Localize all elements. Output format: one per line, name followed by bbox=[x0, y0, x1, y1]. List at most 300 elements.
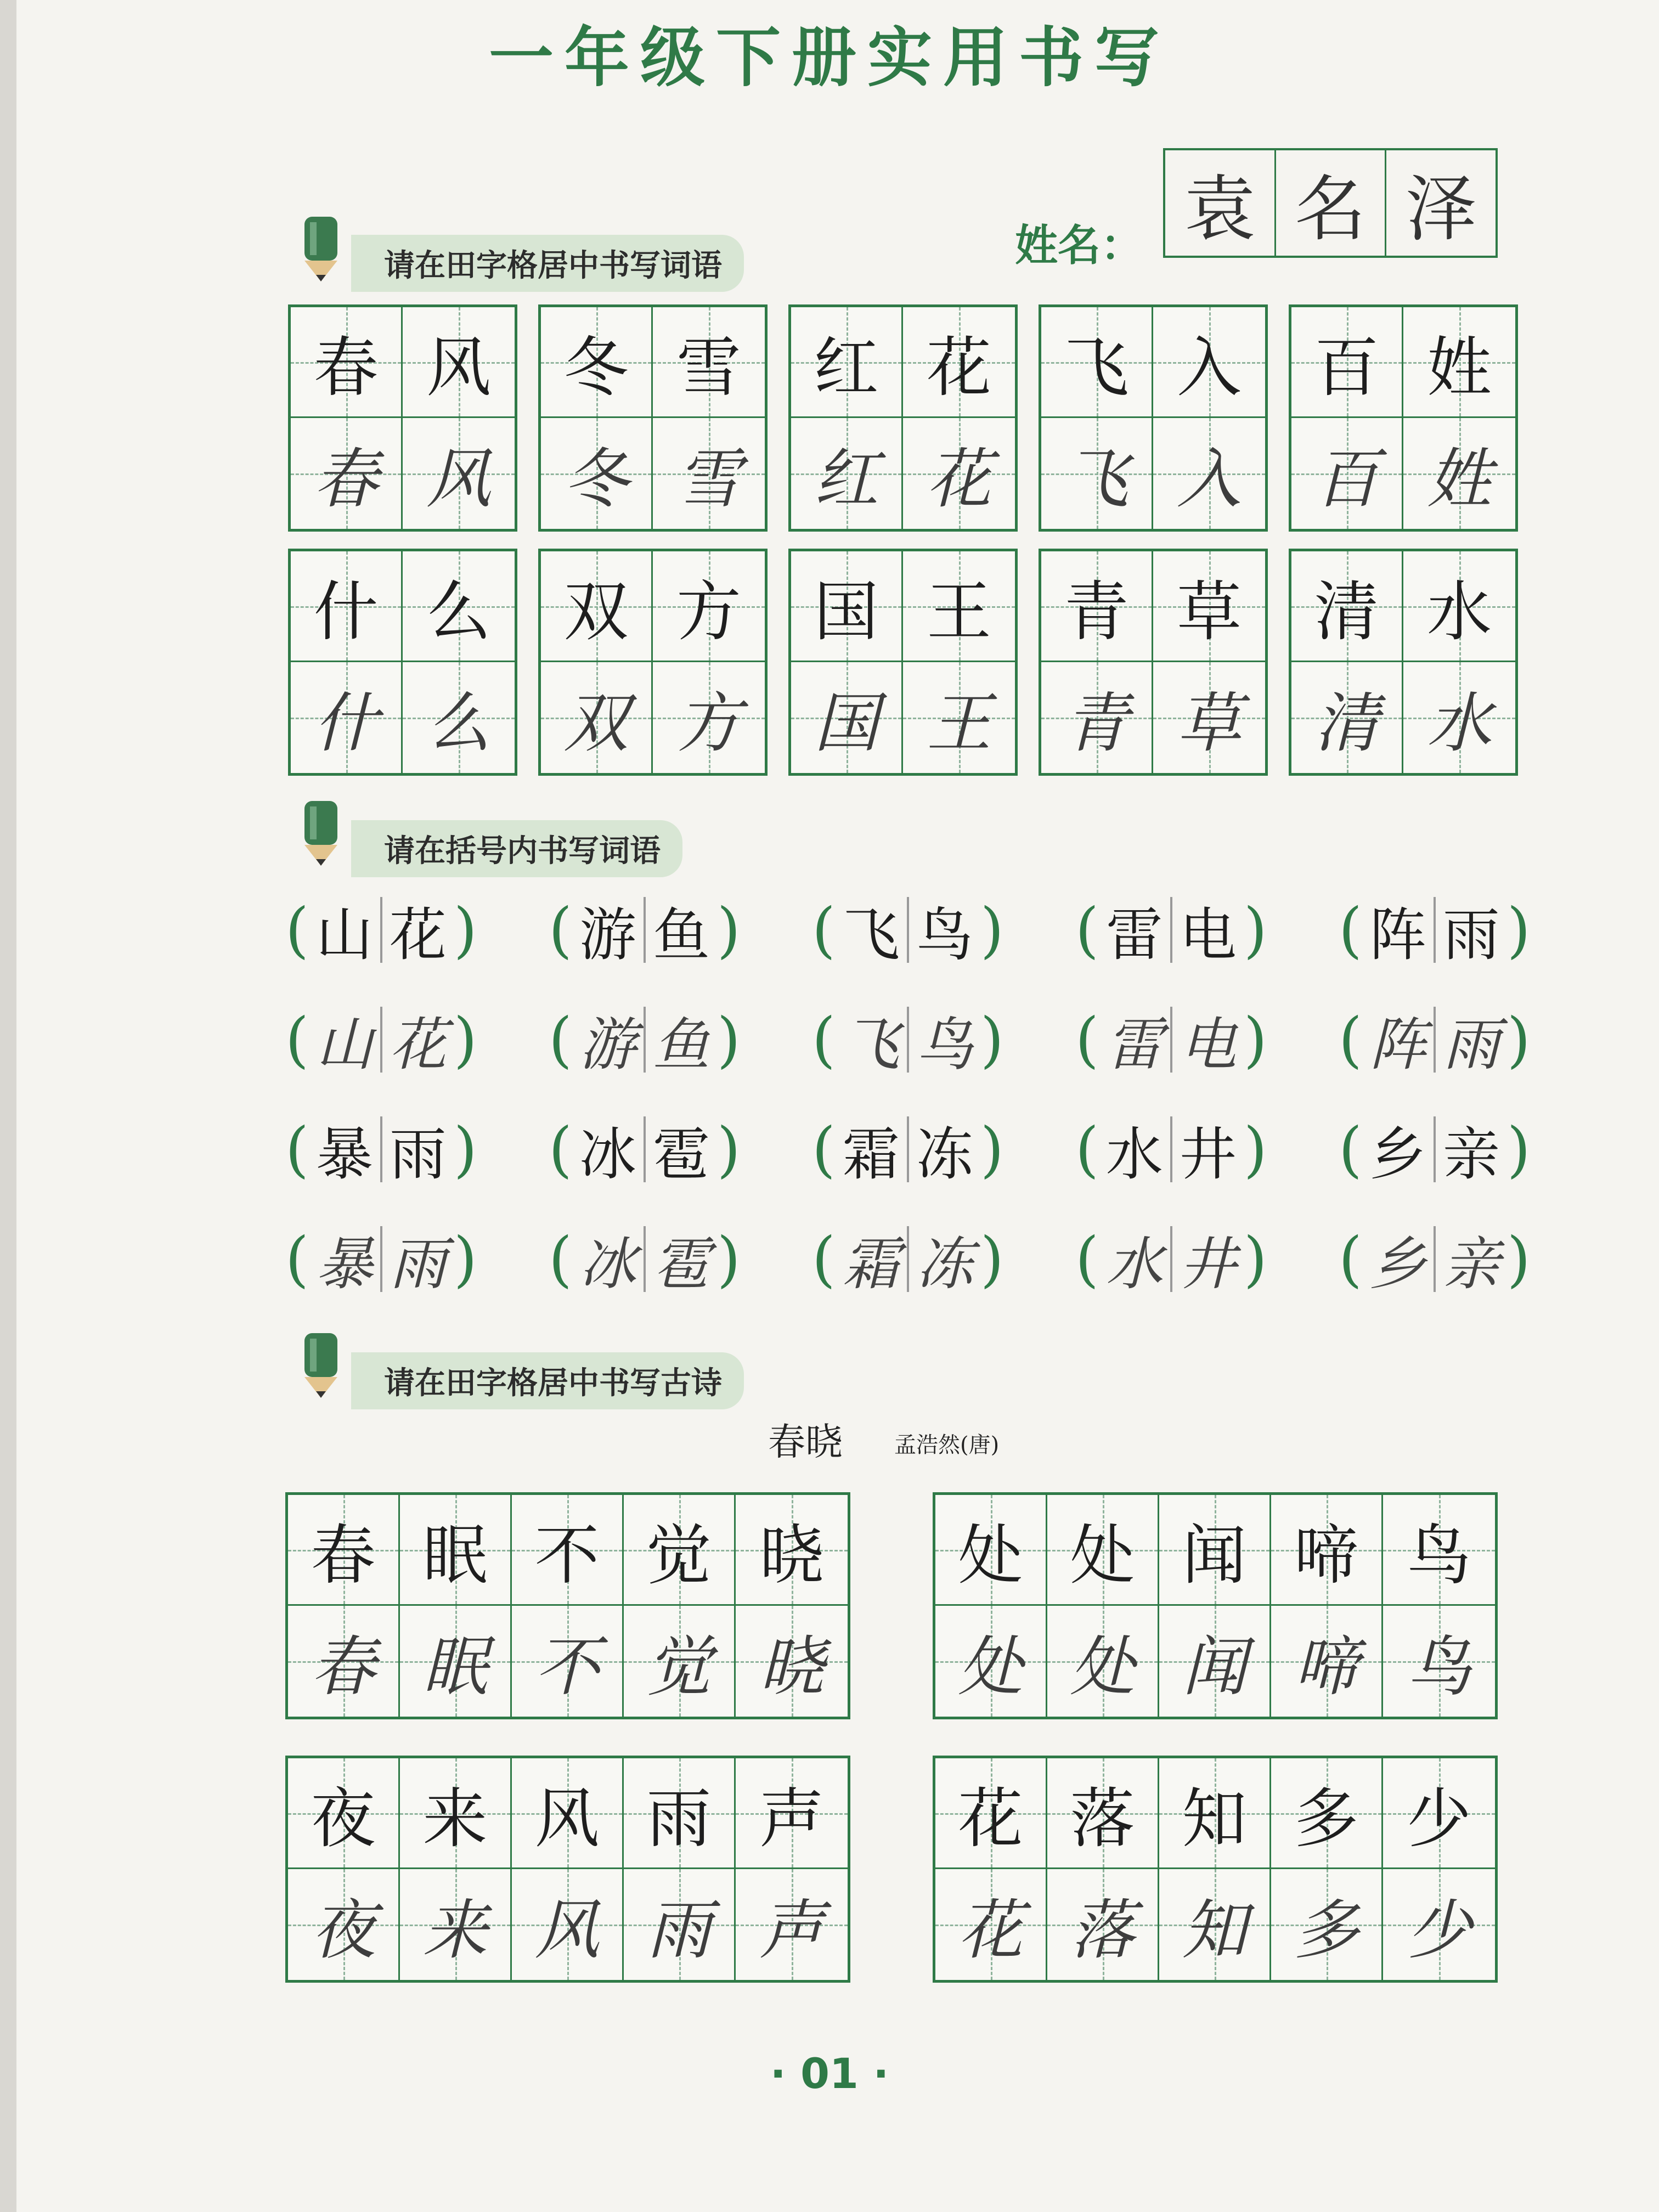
handwritten-word bbox=[285, 998, 510, 1081]
open-paren: ( bbox=[1075, 1005, 1099, 1075]
printed-character bbox=[935, 1758, 1047, 1869]
printed-character bbox=[291, 307, 403, 418]
character-text: 入 bbox=[1176, 441, 1242, 517]
printed-character bbox=[403, 551, 515, 662]
word-box bbox=[1039, 549, 1268, 776]
grid-column bbox=[736, 1758, 848, 1980]
word-box bbox=[288, 304, 517, 532]
pencil-icon bbox=[296, 795, 346, 867]
printed-character bbox=[1041, 551, 1153, 662]
character-text: 什 bbox=[313, 573, 379, 650]
character-text: 啼 bbox=[1294, 1517, 1359, 1593]
word-char: 雨 bbox=[1442, 1011, 1500, 1078]
grid-column bbox=[541, 307, 653, 529]
printed-character bbox=[288, 1495, 400, 1606]
character-text: 觉 bbox=[646, 1629, 712, 1705]
word-char: 山 bbox=[315, 901, 373, 968]
section-header-words bbox=[351, 235, 744, 292]
word-char: 霜 bbox=[842, 1121, 900, 1188]
word-char: 乡 bbox=[1369, 1121, 1426, 1188]
character-text: 水 bbox=[1426, 685, 1492, 761]
character-text: 么 bbox=[426, 685, 491, 761]
open-paren: ( bbox=[285, 1224, 309, 1294]
open-paren: ( bbox=[1339, 1114, 1362, 1184]
printed-character bbox=[1291, 551, 1403, 662]
printed-character bbox=[903, 551, 1015, 662]
character-text: 百 bbox=[1314, 441, 1379, 517]
open-paren: ( bbox=[285, 1005, 309, 1075]
printed-character bbox=[541, 307, 653, 418]
close-paren: ) bbox=[716, 1005, 741, 1075]
section-header-parentheses bbox=[351, 820, 682, 877]
character-text: 眠 bbox=[422, 1517, 488, 1593]
printed-character bbox=[512, 1495, 624, 1606]
character-text: 红 bbox=[814, 329, 879, 405]
character-text: 知 bbox=[1182, 1892, 1247, 1968]
word-char: 山 bbox=[315, 1011, 373, 1078]
printed-word bbox=[1075, 1108, 1300, 1190]
handwritten-character bbox=[903, 662, 1015, 773]
word-grid-row-1 bbox=[288, 304, 1518, 532]
close-paren: ) bbox=[980, 1005, 1004, 1075]
grid-column bbox=[288, 1758, 400, 1980]
character-text: 冬 bbox=[563, 329, 629, 405]
printed-word bbox=[549, 889, 774, 971]
printed-word bbox=[285, 1108, 510, 1190]
character-text: 落 bbox=[1070, 1892, 1135, 1968]
parentheses-row-2 bbox=[285, 1108, 1564, 1190]
printed-character bbox=[935, 1495, 1047, 1606]
character-text: 来 bbox=[422, 1780, 488, 1857]
close-paren: ) bbox=[716, 895, 741, 965]
grid-column bbox=[624, 1495, 736, 1717]
character-text: 国 bbox=[814, 685, 879, 761]
grid-column bbox=[291, 551, 403, 773]
name-char-1: 袁 bbox=[1165, 150, 1276, 256]
open-paren: ( bbox=[285, 1114, 309, 1184]
parentheses-row-2-handwritten bbox=[285, 1218, 1564, 1300]
word-char: 雹 bbox=[652, 1231, 710, 1297]
grid-column bbox=[736, 1495, 848, 1717]
close-paren: ) bbox=[1506, 895, 1531, 965]
character-text: 百 bbox=[1314, 329, 1379, 405]
word-box bbox=[1289, 549, 1518, 776]
character-text: 春 bbox=[313, 441, 379, 517]
handwritten-word bbox=[285, 1218, 510, 1300]
word-char: 霜 bbox=[842, 1231, 900, 1297]
word-char: 花 bbox=[389, 901, 447, 968]
word-char: 雷 bbox=[1105, 901, 1163, 968]
character-text: 闻 bbox=[1182, 1517, 1247, 1593]
handwritten-character bbox=[1159, 1606, 1271, 1717]
handwritten-character bbox=[791, 418, 903, 529]
character-text: 落 bbox=[1070, 1780, 1135, 1857]
handwritten-character bbox=[1271, 1606, 1383, 1717]
printed-character bbox=[653, 307, 765, 418]
printed-word bbox=[285, 889, 510, 971]
handwritten-character bbox=[935, 1606, 1047, 1717]
printed-character bbox=[736, 1495, 848, 1606]
handwritten-character bbox=[736, 1606, 848, 1717]
grid-column bbox=[903, 551, 1015, 773]
character-text: 鸟 bbox=[1406, 1517, 1471, 1593]
open-paren: ( bbox=[812, 1005, 836, 1075]
open-paren: ( bbox=[549, 895, 572, 965]
handwritten-character bbox=[935, 1869, 1047, 1980]
handwritten-character bbox=[1383, 1869, 1495, 1980]
handwritten-character bbox=[903, 418, 1015, 529]
word-char: 雹 bbox=[652, 1121, 710, 1188]
name-box bbox=[1163, 148, 1498, 258]
poem-title: 春晓 bbox=[768, 1421, 843, 1464]
poem-author: 孟浩然(唐) bbox=[894, 1432, 1000, 1458]
character-text: 红 bbox=[814, 441, 879, 517]
character-text: 水 bbox=[1426, 573, 1492, 650]
grid-column bbox=[1403, 551, 1515, 773]
printed-word bbox=[549, 1108, 774, 1190]
printed-character bbox=[1403, 307, 1515, 418]
handwritten-character bbox=[403, 418, 515, 529]
word-char: 暴 bbox=[315, 1231, 373, 1297]
character-text: 夜 bbox=[311, 1780, 376, 1857]
handwritten-character bbox=[624, 1606, 736, 1717]
word-char: 井 bbox=[1179, 1231, 1237, 1297]
handwritten-word bbox=[812, 998, 1037, 1081]
character-text: 雪 bbox=[676, 441, 741, 517]
character-text: 花 bbox=[958, 1780, 1023, 1857]
character-text: 草 bbox=[1176, 685, 1242, 761]
handwritten-character bbox=[541, 418, 653, 529]
grid-column bbox=[403, 551, 515, 773]
character-text: 闻 bbox=[1182, 1629, 1247, 1705]
word-box bbox=[1289, 304, 1518, 532]
character-text: 姓 bbox=[1426, 441, 1492, 517]
printed-character bbox=[288, 1758, 400, 1869]
handwritten-character bbox=[1041, 662, 1153, 773]
grid-column bbox=[1041, 307, 1153, 529]
character-text: 夜 bbox=[311, 1892, 376, 1968]
word-char: 乡 bbox=[1369, 1231, 1426, 1297]
character-text: 青 bbox=[1064, 685, 1129, 761]
poem-line-3 bbox=[285, 1756, 850, 1983]
name-label: 姓名： bbox=[1015, 221, 1144, 270]
open-paren: ( bbox=[1339, 895, 1362, 965]
word-char: 飞 bbox=[842, 1011, 900, 1078]
handwritten-character bbox=[512, 1606, 624, 1717]
word-char: 游 bbox=[579, 901, 636, 968]
printed-character bbox=[791, 551, 903, 662]
grid-column bbox=[403, 307, 515, 529]
close-paren: ) bbox=[1506, 1224, 1531, 1294]
character-text: 风 bbox=[534, 1892, 600, 1968]
grid-column bbox=[288, 1495, 400, 1717]
close-paren: ) bbox=[1243, 1114, 1267, 1184]
character-text: 花 bbox=[926, 329, 991, 405]
character-text: 清 bbox=[1314, 573, 1379, 650]
grid-column bbox=[512, 1758, 624, 1980]
close-paren: ) bbox=[1506, 1114, 1531, 1184]
printed-character bbox=[1271, 1495, 1383, 1606]
handwritten-character bbox=[791, 662, 903, 773]
open-paren: ( bbox=[549, 1005, 572, 1075]
grid-column bbox=[935, 1758, 1047, 1980]
character-text: 多 bbox=[1294, 1780, 1359, 1857]
character-text: 处 bbox=[958, 1517, 1023, 1593]
word-box bbox=[788, 304, 1018, 532]
handwritten-word bbox=[1075, 998, 1300, 1081]
printed-character bbox=[1047, 1495, 1159, 1606]
section-label: 请在括号内书写词语 bbox=[351, 820, 682, 877]
handwritten-character bbox=[1041, 418, 1153, 529]
handwritten-character bbox=[288, 1606, 400, 1717]
character-text: 风 bbox=[426, 441, 491, 517]
close-paren: ) bbox=[980, 895, 1004, 965]
parentheses-row-1-handwritten bbox=[285, 998, 1564, 1081]
handwritten-character bbox=[653, 662, 765, 773]
character-text: 花 bbox=[926, 441, 991, 517]
character-text: 不 bbox=[534, 1517, 600, 1593]
printed-character bbox=[1159, 1495, 1271, 1606]
handwritten-character bbox=[624, 1869, 736, 1980]
grid-column bbox=[1159, 1495, 1271, 1717]
grid-column bbox=[1041, 551, 1153, 773]
word-char: 冻 bbox=[916, 1121, 973, 1188]
grid-column bbox=[512, 1495, 624, 1717]
grid-column bbox=[1383, 1758, 1495, 1980]
word-char: 水 bbox=[1105, 1231, 1163, 1297]
word-char: 亲 bbox=[1442, 1231, 1500, 1297]
grid-column bbox=[935, 1495, 1047, 1717]
printed-character bbox=[1271, 1758, 1383, 1869]
handwritten-word bbox=[549, 1218, 774, 1300]
character-text: 声 bbox=[759, 1892, 824, 1968]
close-paren: ) bbox=[1243, 1005, 1267, 1075]
poem-line-4 bbox=[933, 1756, 1498, 1983]
grid-column bbox=[791, 307, 903, 529]
open-paren: ( bbox=[812, 1114, 836, 1184]
character-text: 王 bbox=[926, 685, 991, 761]
character-text: 青 bbox=[1064, 573, 1129, 650]
grid-column bbox=[1291, 551, 1403, 773]
pencil-icon bbox=[296, 1328, 346, 1399]
handwritten-word bbox=[549, 998, 774, 1081]
open-paren: ( bbox=[549, 1224, 572, 1294]
word-char: 阵 bbox=[1369, 901, 1426, 968]
character-text: 什 bbox=[313, 685, 379, 761]
word-char: 花 bbox=[389, 1011, 447, 1078]
word-char: 雨 bbox=[1442, 901, 1500, 968]
printed-character bbox=[1047, 1758, 1159, 1869]
section-header-poem bbox=[351, 1352, 744, 1409]
close-paren: ) bbox=[453, 1224, 477, 1294]
word-char: 冰 bbox=[579, 1231, 636, 1297]
word-grid-row-2 bbox=[288, 549, 1518, 776]
character-text: 入 bbox=[1176, 329, 1242, 405]
character-text: 处 bbox=[958, 1629, 1023, 1705]
handwritten-character bbox=[1159, 1869, 1271, 1980]
printed-character bbox=[291, 551, 403, 662]
word-char: 雨 bbox=[389, 1231, 447, 1297]
grid-column bbox=[1403, 307, 1515, 529]
grid-column bbox=[400, 1758, 512, 1980]
grid-column bbox=[400, 1495, 512, 1717]
character-text: 来 bbox=[422, 1892, 488, 1968]
handwritten-character bbox=[1153, 418, 1265, 529]
open-paren: ( bbox=[1075, 1224, 1099, 1294]
name-char-2: 名 bbox=[1276, 150, 1387, 256]
printed-character bbox=[624, 1758, 736, 1869]
grid-column bbox=[1153, 551, 1265, 773]
handwritten-character bbox=[736, 1869, 848, 1980]
close-paren: ) bbox=[980, 1114, 1004, 1184]
poem-grid bbox=[285, 1756, 850, 1983]
printed-character bbox=[624, 1495, 736, 1606]
character-text: 多 bbox=[1294, 1892, 1359, 1968]
close-paren: ) bbox=[980, 1224, 1004, 1294]
poem-line-1 bbox=[285, 1492, 850, 1719]
poem-grid bbox=[933, 1492, 1498, 1719]
handwritten-character bbox=[291, 662, 403, 773]
character-text: 春 bbox=[311, 1517, 376, 1593]
character-text: 国 bbox=[814, 573, 879, 650]
character-text: 晓 bbox=[759, 1629, 824, 1705]
grid-column bbox=[653, 551, 765, 773]
poem-grid bbox=[933, 1756, 1498, 1983]
word-char: 雨 bbox=[389, 1121, 447, 1188]
grid-column bbox=[541, 551, 653, 773]
character-text: 春 bbox=[311, 1629, 376, 1705]
open-paren: ( bbox=[1075, 1114, 1099, 1184]
section-label: 请在田字格居中书写词语 bbox=[351, 235, 744, 292]
grid-column bbox=[1271, 1758, 1383, 1980]
character-text: 不 bbox=[534, 1629, 600, 1705]
handwritten-character bbox=[1403, 418, 1515, 529]
character-text: 处 bbox=[1070, 1629, 1135, 1705]
printed-character bbox=[791, 307, 903, 418]
character-text: 啼 bbox=[1294, 1629, 1359, 1705]
character-text: 风 bbox=[426, 329, 491, 405]
word-char: 水 bbox=[1105, 1121, 1163, 1188]
grid-column bbox=[1291, 307, 1403, 529]
character-text: 风 bbox=[534, 1780, 600, 1857]
open-paren: ( bbox=[1339, 1005, 1362, 1075]
character-text: 春 bbox=[313, 329, 379, 405]
grid-column bbox=[1047, 1495, 1159, 1717]
printed-character bbox=[1403, 551, 1515, 662]
word-char: 鸟 bbox=[916, 901, 973, 968]
word-char: 电 bbox=[1179, 1011, 1237, 1078]
printed-character bbox=[1041, 307, 1153, 418]
word-char: 飞 bbox=[842, 901, 900, 968]
grid-column bbox=[624, 1758, 736, 1980]
character-text: 觉 bbox=[646, 1517, 712, 1593]
word-char: 电 bbox=[1179, 901, 1237, 968]
grid-column bbox=[653, 307, 765, 529]
grid-column bbox=[1383, 1495, 1495, 1717]
open-paren: ( bbox=[1075, 895, 1099, 965]
printed-character bbox=[403, 307, 515, 418]
open-paren: ( bbox=[812, 1224, 836, 1294]
printed-character bbox=[903, 307, 1015, 418]
handwritten-word bbox=[1339, 1218, 1564, 1300]
printed-word bbox=[812, 1108, 1037, 1190]
printed-character bbox=[400, 1495, 512, 1606]
printed-character bbox=[1153, 551, 1265, 662]
word-char: 井 bbox=[1179, 1121, 1237, 1188]
page-title: 一年级下册实用书写 bbox=[488, 20, 1170, 95]
grid-column bbox=[903, 307, 1015, 529]
character-text: 少 bbox=[1406, 1780, 1471, 1857]
pencil-icon bbox=[296, 211, 346, 283]
handwritten-character bbox=[400, 1869, 512, 1980]
grid-column bbox=[791, 551, 903, 773]
character-text: 双 bbox=[563, 685, 629, 761]
character-text: 雨 bbox=[646, 1892, 712, 1968]
word-char: 暴 bbox=[315, 1121, 373, 1188]
word-char: 鸟 bbox=[916, 1011, 973, 1078]
section-label: 请在田字格居中书写古诗 bbox=[351, 1352, 744, 1409]
word-char: 鱼 bbox=[652, 901, 710, 968]
printed-character bbox=[400, 1758, 512, 1869]
word-box bbox=[538, 304, 768, 532]
printed-character bbox=[1383, 1758, 1495, 1869]
handwritten-character bbox=[291, 418, 403, 529]
character-text: 雪 bbox=[676, 329, 741, 405]
word-char: 冻 bbox=[916, 1231, 973, 1297]
printed-character bbox=[653, 551, 765, 662]
handwritten-character bbox=[1291, 662, 1403, 773]
word-box bbox=[1039, 304, 1268, 532]
printed-character bbox=[1159, 1758, 1271, 1869]
printed-character bbox=[1383, 1495, 1495, 1606]
parentheses-row-1 bbox=[285, 889, 1564, 971]
name-char-3: 泽 bbox=[1405, 167, 1477, 251]
close-paren: ) bbox=[716, 1224, 741, 1294]
handwritten-character bbox=[1403, 662, 1515, 773]
page-number: · 01 · bbox=[770, 2049, 889, 2098]
open-paren: ( bbox=[549, 1114, 572, 1184]
handwritten-character bbox=[1047, 1869, 1159, 1980]
character-text: 眠 bbox=[422, 1629, 488, 1705]
character-text: 清 bbox=[1314, 685, 1379, 761]
close-paren: ) bbox=[453, 1005, 477, 1075]
word-box bbox=[288, 549, 517, 776]
handwritten-character bbox=[1291, 418, 1403, 529]
grid-column bbox=[291, 307, 403, 529]
handwritten-character bbox=[541, 662, 653, 773]
word-char: 游 bbox=[579, 1011, 636, 1078]
handwritten-character bbox=[403, 662, 515, 773]
character-text: 鸟 bbox=[1406, 1629, 1471, 1705]
close-paren: ) bbox=[453, 1114, 477, 1184]
open-paren: ( bbox=[285, 895, 309, 965]
printed-word bbox=[1339, 1108, 1564, 1190]
close-paren: ) bbox=[1243, 895, 1267, 965]
grid-column bbox=[1159, 1758, 1271, 1980]
printed-character bbox=[736, 1758, 848, 1869]
grid-column bbox=[1153, 307, 1265, 529]
character-text: 方 bbox=[676, 573, 741, 650]
handwritten-character bbox=[400, 1606, 512, 1717]
character-text: 飞 bbox=[1064, 329, 1129, 405]
handwritten-character bbox=[1271, 1869, 1383, 1980]
character-text: 少 bbox=[1406, 1892, 1471, 1968]
character-text: 姓 bbox=[1426, 329, 1492, 405]
open-paren: ( bbox=[812, 895, 836, 965]
word-char: 鱼 bbox=[652, 1011, 710, 1078]
character-text: 处 bbox=[1070, 1517, 1135, 1593]
handwritten-character bbox=[288, 1869, 400, 1980]
